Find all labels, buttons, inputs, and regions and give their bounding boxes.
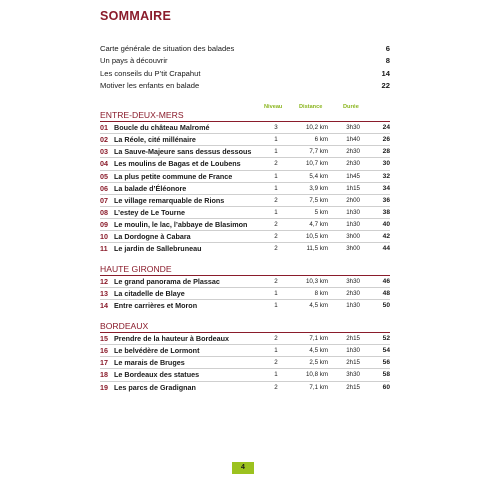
walk-distance: 10,2 km (305, 124, 328, 131)
walk-duration: 2h30 (346, 160, 360, 168)
table-row[interactable] (100, 345, 390, 357)
walk-name: Entre carrières et Moron (114, 301, 198, 311)
walk-distance: 5 km (314, 208, 328, 216)
walk-distance: 6 km (314, 136, 328, 144)
walk-page: 58 (382, 371, 390, 379)
walk-name: La Réole, cité millénaire (114, 135, 196, 145)
table-row[interactable] (100, 207, 390, 219)
table-row[interactable] (100, 219, 390, 231)
section-title: BORDEAUX (100, 321, 390, 333)
walk-name: Les parcs de Gradignan (114, 382, 196, 392)
walk-duration: 2h30 (346, 290, 360, 298)
walk-name: L’estey de Le Tourne (114, 207, 185, 217)
intro-item-page: 14 (381, 68, 390, 78)
column-header-distance: Distance (299, 104, 323, 110)
walk-duration: 1h30 (346, 302, 360, 310)
walk-level: 2 (274, 335, 278, 342)
walk-name: La balade d’Éléonore (114, 183, 187, 193)
walk-level: 2 (274, 359, 278, 367)
table-row[interactable] (100, 333, 390, 345)
table-row[interactable] (100, 288, 390, 300)
walk-distance: 8 km (314, 290, 328, 298)
table-row[interactable] (100, 134, 390, 146)
walk-distance: 10,8 km (305, 371, 328, 379)
column-header-duration: Durée (343, 104, 359, 110)
table-row[interactable] (100, 231, 390, 243)
intro-item-label: Carte générale de situation des balades (100, 44, 235, 53)
table-row[interactable] (100, 158, 390, 170)
intro-item[interactable] (100, 68, 390, 80)
walk-duration: 1h15 (346, 184, 360, 192)
table-row[interactable] (100, 369, 390, 381)
walk-distance: 7,5 km (309, 196, 328, 204)
walk-distance: 11,5 km (306, 245, 328, 253)
intro-item[interactable] (100, 80, 390, 92)
walk-level: 2 (274, 383, 278, 391)
walk-name: Prendre de la hauteur à Bordeaux (114, 334, 230, 343)
walk-number: 13 (100, 289, 108, 299)
walk-page: 42 (382, 233, 390, 241)
intro-item-label: Les conseils du P’tit Crapahut (100, 68, 201, 78)
walk-duration: 3h30 (346, 278, 360, 285)
walk-level: 2 (274, 245, 278, 253)
walk-number: 03 (100, 147, 108, 157)
intro-list (100, 43, 390, 92)
walk-distance: 7,7 km (309, 148, 328, 156)
intro-item-page: 6 (385, 44, 390, 53)
walk-level: 2 (274, 221, 278, 229)
walk-level: 1 (274, 371, 278, 379)
walk-distance: 10,3 km (305, 278, 328, 285)
walk-distance: 10,5 km (305, 233, 328, 241)
table-row[interactable] (100, 276, 390, 288)
walk-page: 54 (382, 347, 390, 355)
walk-distance: 4,5 km (309, 347, 328, 355)
intro-item-label: Motiver les enfants en balade (100, 80, 200, 90)
walk-level: 1 (274, 136, 278, 144)
walk-name: Le belvédère de Lormont (114, 346, 200, 356)
walk-page: 46 (382, 278, 390, 285)
column-header-level: Niveau (264, 104, 283, 110)
table-row[interactable] (100, 357, 390, 369)
walk-number: 19 (100, 382, 108, 392)
walk-page: 32 (382, 172, 390, 180)
walk-number: 14 (100, 301, 108, 311)
walk-level: 2 (274, 278, 278, 285)
table-row[interactable] (100, 183, 390, 195)
walk-number: 17 (100, 358, 108, 368)
intro-item-page: 8 (385, 56, 390, 66)
walk-number: 08 (100, 207, 108, 217)
walk-name: Le marais de Bruges (114, 358, 185, 368)
walk-number: 11 (100, 244, 108, 254)
walk-page: 30 (382, 160, 390, 168)
intro-item-label: Un pays à découvrir (100, 56, 168, 66)
walk-distance: 5,4 km (309, 172, 328, 180)
walk-page: 44 (382, 245, 390, 253)
walk-number: 01 (100, 123, 108, 132)
walk-name: Le jardin de Sallebruneau (114, 244, 202, 254)
walk-level: 2 (274, 196, 278, 204)
walk-distance: 3,9 km (309, 184, 328, 192)
walk-number: 10 (100, 232, 108, 242)
walk-duration: 3h30 (346, 124, 360, 131)
walk-page: 52 (382, 335, 390, 342)
walk-duration: 3h00 (346, 233, 360, 241)
walk-level: 1 (274, 208, 278, 216)
walk-page: 50 (382, 302, 390, 310)
walk-name: La Sauve-Majeure sans dessus dessous (114, 147, 252, 157)
walk-duration: 2h15 (346, 359, 360, 367)
table-row[interactable] (100, 243, 390, 254)
walk-distance: 4,5 km (309, 302, 328, 310)
page-number-badge: 4 (232, 462, 254, 474)
page-title: SOMMAIRE (100, 9, 172, 23)
walk-page: 48 (382, 290, 390, 298)
walk-number: 18 (100, 370, 108, 380)
intro-item-page: 22 (381, 80, 390, 90)
walk-number: 09 (100, 220, 108, 230)
walk-number: 15 (100, 334, 108, 343)
walk-name: Le grand panorama de Plassac (114, 277, 220, 286)
walk-name: La citadelle de Blaye (114, 289, 185, 299)
walk-name: La Dordogne à Cabara (114, 232, 191, 242)
walk-level: 1 (274, 148, 278, 156)
walk-page: 36 (382, 196, 390, 204)
walk-distance: 4,7 km (309, 221, 328, 229)
walk-page: 28 (382, 148, 390, 156)
table-row[interactable] (100, 300, 390, 311)
walk-page: 24 (382, 124, 390, 131)
walk-distance: 2,5 km (309, 359, 328, 367)
walk-duration: 1h30 (346, 221, 360, 229)
walk-duration: 2h30 (346, 148, 360, 156)
walk-duration: 2h00 (346, 196, 360, 204)
walk-level: 1 (274, 290, 278, 298)
walk-name: Le Bordeaux des statues (114, 370, 200, 380)
walk-level: 3 (274, 124, 278, 131)
walk-name: La plus petite commune de France (114, 171, 233, 181)
walk-duration: 1h30 (346, 347, 360, 355)
section-entre-deux-mers (100, 110, 390, 255)
section-bordeaux (100, 321, 390, 393)
walk-name: Les moulins de Bagas et de Loubens (114, 159, 241, 169)
walk-distance: 7,1 km (309, 383, 328, 391)
walk-page: 34 (382, 184, 390, 192)
walk-number: 16 (100, 346, 108, 356)
walk-name: Le moulin, le lac, l’abbaye de Blasimon (114, 220, 248, 230)
intro-item[interactable] (100, 43, 390, 55)
walk-level: 1 (274, 347, 278, 355)
walk-number: 12 (100, 277, 108, 286)
walk-duration: 1h40 (346, 136, 360, 144)
walk-distance: 10,7 km (305, 160, 328, 168)
table-row[interactable] (100, 195, 390, 207)
walk-page: 26 (382, 136, 390, 144)
walk-page: 40 (382, 221, 390, 229)
walk-duration: 3h00 (346, 245, 360, 253)
table-row[interactable] (100, 122, 390, 134)
walk-distance: 7,1 km (309, 335, 328, 342)
walk-number: 04 (100, 159, 108, 169)
table-row[interactable] (100, 146, 390, 158)
section-title: ENTRE-DEUX-MERS (100, 110, 390, 122)
walk-page: 56 (382, 359, 390, 367)
section-haute-gironde (100, 264, 390, 311)
walk-number: 06 (100, 183, 108, 193)
section-title: HAUTE GIRONDE (100, 264, 390, 276)
walk-duration: 2h15 (346, 383, 360, 391)
walk-level: 2 (274, 233, 278, 241)
table-row[interactable] (100, 171, 390, 183)
walk-name: Le village remarquable de Rions (114, 195, 225, 205)
intro-item[interactable] (100, 55, 390, 67)
walk-number: 05 (100, 171, 108, 181)
walk-number: 07 (100, 195, 108, 205)
walk-duration: 2h15 (346, 335, 360, 342)
walk-page: 38 (382, 208, 390, 216)
walk-duration: 1h30 (346, 208, 360, 216)
table-row[interactable] (100, 382, 390, 393)
walk-level: 1 (274, 302, 278, 310)
walk-level: 1 (274, 184, 278, 192)
walk-duration: 1h45 (346, 172, 360, 180)
walk-level: 2 (274, 160, 278, 168)
walk-number: 02 (100, 135, 108, 145)
walk-page: 60 (382, 383, 390, 391)
walk-duration: 3h30 (346, 371, 360, 379)
walk-level: 1 (274, 172, 278, 180)
walk-name: Boucle du château Malromé (114, 123, 210, 132)
